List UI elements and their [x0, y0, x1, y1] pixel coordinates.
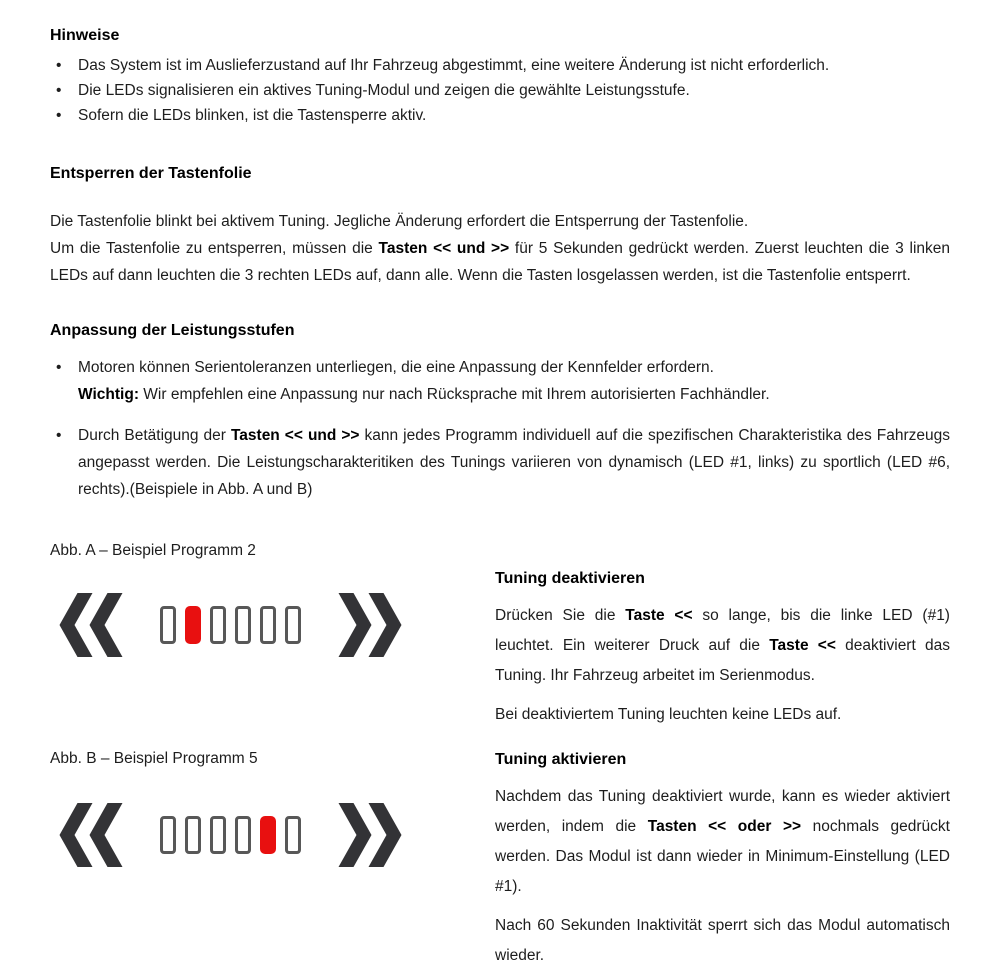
bullet-text [78, 354, 950, 408]
hinweise-title: Hinweise [50, 27, 120, 44]
led-off [160, 606, 176, 644]
double-chevron-left-icon [56, 803, 126, 867]
tuning-aktivieren-paragraph: Nachdem das Tuning deaktiviert wurde, kann es wieder aktiviert werden, indem die Tasten << oder >> nochmals gedrückt werden. Das Modul ist dann wieder in Minimum-Einstellung (LED #1). [495, 788, 950, 895]
led-strip [160, 606, 301, 644]
tuning-column [495, 541, 950, 971]
tuning-aktivieren-title: Tuning aktivieren [495, 751, 627, 768]
tuning-deaktivieren-paragraph: Drücken Sie die Taste << so lange, bis die linke LED (#1) leuchtet. Ein weiterer Druck auf die Taste << deaktiviert das Tuning. Ihr Fahrzeug arbeitet im Serienmodus. [495, 607, 951, 684]
bullet-item [50, 78, 950, 103]
led-off [285, 816, 301, 854]
led-off [260, 606, 276, 644]
entsperren-paragraph-1: Die Tastenfolie blinkt bei aktivem Tuning. Jegliche Änderung erfordert die Entsperrung der Tastenfolie. [50, 213, 749, 230]
led-strip [160, 816, 301, 854]
bullet-item [50, 53, 950, 78]
bullet-marker: • [56, 57, 62, 74]
led-active [185, 606, 201, 644]
hinweise-bullet-list [50, 53, 950, 128]
figures-column [50, 541, 495, 971]
entsperren-title: Entsperren der Tastenfolie [50, 165, 252, 182]
section-anpassung [50, 321, 950, 503]
figure-a-graphic [56, 593, 495, 657]
bullet-item [50, 103, 950, 128]
figure-b [50, 749, 495, 867]
anpassung-title: Anpassung der Leistungsstufen [50, 322, 295, 339]
bullet-text: Die LEDs signalisieren ein aktives Tuning-Modul und zeigen die gewählte Leistungsstufe. [78, 82, 690, 99]
figure-b-label: Abb. B – Beispiel Programm 5 [50, 750, 258, 767]
led-off [235, 816, 251, 854]
double-chevron-right-icon [335, 803, 405, 867]
bullet-marker: • [56, 82, 62, 99]
bullet-marker: • [56, 107, 62, 124]
led-active [260, 816, 276, 854]
bullet-item [50, 354, 950, 408]
double-chevron-right-icon [335, 593, 405, 657]
tuning-deaktivieren-title: Tuning deaktivieren [495, 570, 645, 587]
entsperren-paragraph-2: Um die Tastenfolie zu entsperren, müssen die Tasten << und >> für 5 Sekunden gedrückt werden. Zuerst leuchten die 3 linken LEDs auf dann leuchten die 3 rechten LEDs auf, dann alle. Wenn die Tasten losgelassen werden, ist die Tastenfolie entsperrt. [50, 240, 950, 284]
section-hinweise [50, 26, 950, 128]
figure-a [50, 541, 495, 657]
bullet-text: Das System ist im Auslieferzustand auf Ihr Fahrzeug abgestimmt, eine weitere Änderung ist nicht erforderlich. [78, 57, 830, 74]
anpassung-bullet1-line2: Wichtig: Wir empfehlen eine Anpassung nur nach Rücksprache mit Ihrem autorisierten Fachhändler. [78, 386, 770, 403]
bullet-marker: • [56, 427, 62, 444]
bullet-marker: • [56, 359, 62, 376]
bullet-text: Sofern die LEDs blinken, ist die Tastensperre aktiv. [78, 107, 427, 124]
led-off [185, 816, 201, 854]
anpassung-bullet1-line1: Motoren können Serientoleranzen unterliegen, die eine Anpassung der Kennfelder erfordern. [78, 359, 714, 376]
anpassung-bullet2-text: Durch Betätigung der Tasten << und >> kann jedes Programm individuell auf die spezifischen Charakteristika des Fahrzeugs angepasst werden. Die Leistungscharakteritiken des Tunings variieren von dynamisch (LED #1, links) zu sportlich (LED #6, rechts).(Beispiele in Abb. A und B) [78, 427, 950, 498]
led-off [235, 606, 251, 644]
led-off [285, 606, 301, 644]
figure-a-label: Abb. A – Beispiel Programm 2 [50, 542, 256, 559]
section-entsperren [50, 164, 950, 289]
led-off [210, 816, 226, 854]
double-chevron-left-icon [56, 593, 126, 657]
tuning-aktivieren-note: Nach 60 Sekunden Inaktivität sperrt sich das Modul automatisch wieder. [495, 917, 950, 964]
tuning-deaktivieren-note: Bei deaktiviertem Tuning leuchten keine LEDs auf. [495, 706, 842, 723]
figures-and-tuning-area [50, 541, 950, 971]
figure-b-graphic [56, 803, 495, 867]
bullet-item [50, 422, 950, 503]
led-off [210, 606, 226, 644]
anpassung-bullet-list [50, 354, 950, 503]
led-off [160, 816, 176, 854]
